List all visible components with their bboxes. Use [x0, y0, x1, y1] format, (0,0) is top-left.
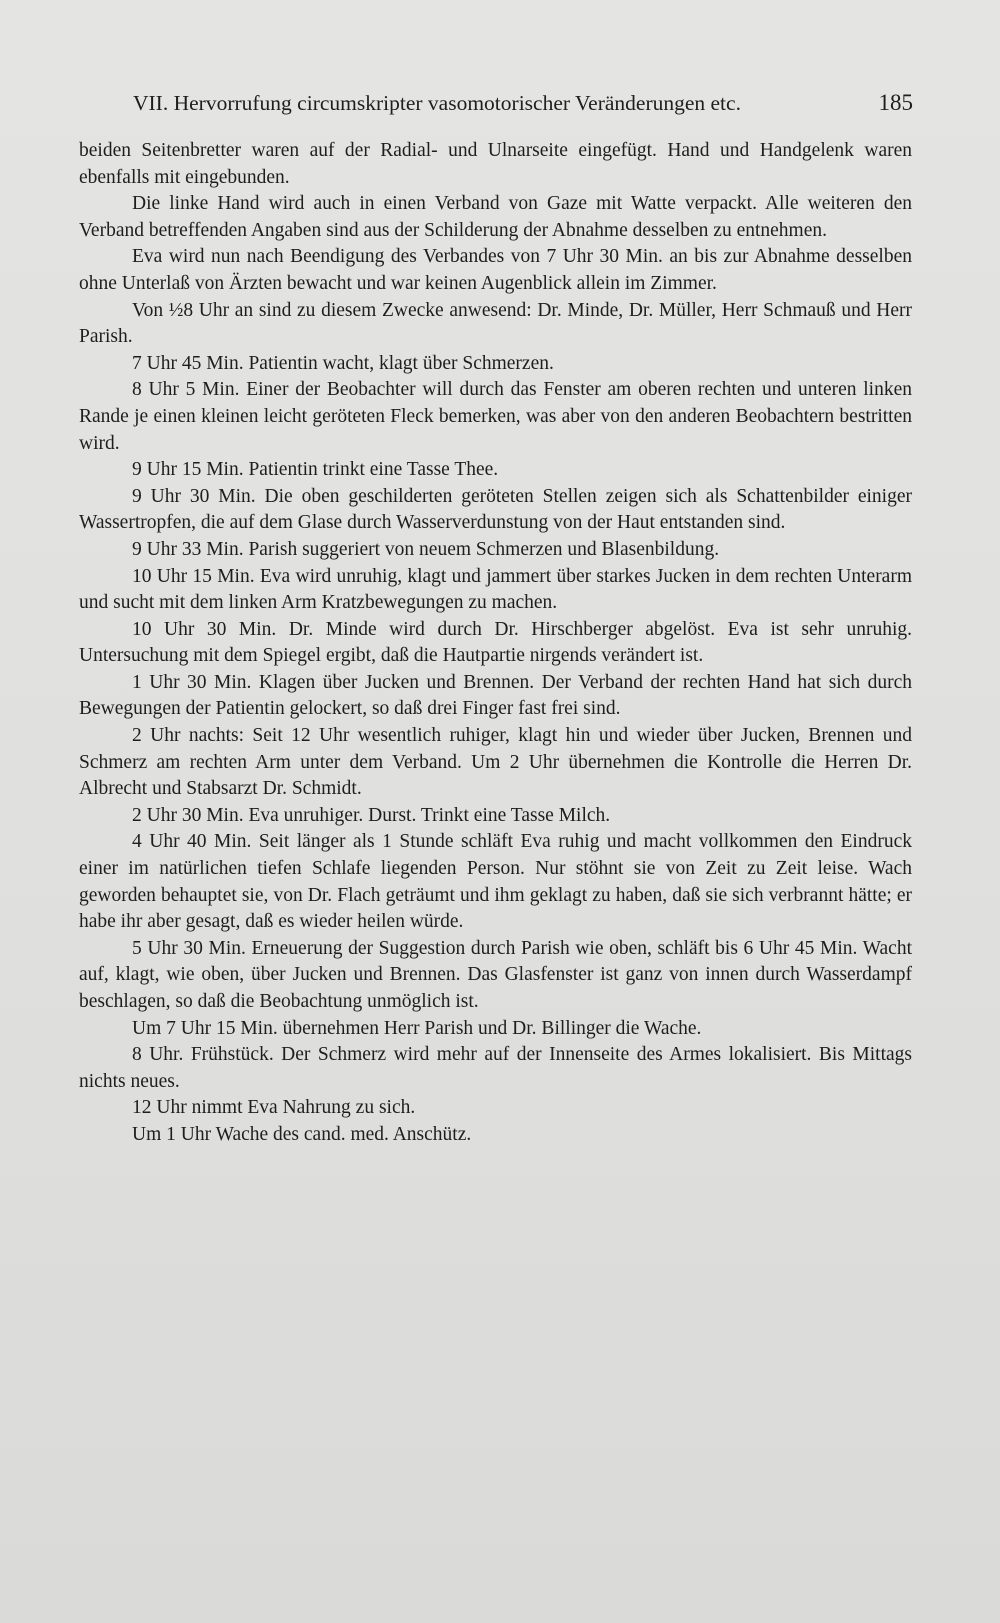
page-number: 185	[878, 90, 913, 115]
paragraph: 12 Uhr nimmt Eva Nahrung zu sich.	[132, 1097, 416, 1119]
body-text	[79, 138, 912, 1149]
paragraph: 10 Uhr 15 Min. Eva wird unruhig, klagt und jammert über starkes Jucken in dem rechten Unterarm und sucht mit dem linken Arm Kratzbewegungen zu machen.	[79, 565, 912, 614]
paragraph: beiden Seitenbretter waren auf der Radial- und Ulnarseite eingefügt. Hand und Handgelenk waren ebenfalls mit eingebunden.	[79, 140, 912, 188]
running-title: VII. Hervorrufung circumskripter vasomotorischer Veränderungen etc.	[133, 91, 741, 115]
paragraph: 2 Uhr 30 Min. Eva unruhiger. Durst. Trinkt eine Tasse Milch.	[132, 804, 611, 826]
paragraph: 2 Uhr nachts: Seit 12 Uhr wesentlich ruhiger, klagt hin und wieder über Jucken, Brennen und Schmerz am rechten Arm unter dem Verband. Um 2 Uhr übernehmen die Kontrolle die Herren Dr. Albrecht und Stabsarzt Dr. Schmidt.	[79, 725, 912, 800]
paragraph: Eva wird nun nach Beendigung des Verbandes von 7 Uhr 30 Min. an bis zur Abnahme desselben ohne Unterlaß von Ärzten bewacht und war keinen Augenblick allein im Zimmer.	[79, 246, 912, 294]
paragraph: 5 Uhr 30 Min. Erneuerung der Suggestion durch Parish wie oben, schläft bis 6 Uhr 45 Min. Wacht auf, klagt, wie oben, über Jucken und Brennen. Das Glasfenster ist ganz von innen durch Wasserdampf beschlagen, so daß die Beobachtung unmöglich ist.	[79, 937, 912, 1012]
paragraph: Von ½8 Uhr an sind zu diesem Zwecke anwesend: Dr. Minde, Dr. Müller, Herr Schmauß und Herr Parish.	[79, 299, 912, 348]
paragraph: Um 7 Uhr 15 Min. übernehmen Herr Parish und Dr. Billinger die Wache.	[132, 1017, 702, 1039]
paragraph: 9 Uhr 30 Min. Die oben geschilderten geröteten Stellen zeigen sich als Schattenbilder einiger Wassertropfen, die auf dem Glase durch Wasserverdunstung von der Haut entstanden sind.	[79, 485, 912, 534]
paragraph: 9 Uhr 15 Min. Patientin trinkt eine Tasse Thee.	[132, 459, 499, 481]
paragraph: 8 Uhr 5 Min. Einer der Beobachter will durch das Fenster am oberen rechten und unteren linken Rande je einen kleinen leicht geröteten Fleck bemerken, was aber von den anderen Beobachtern bestritten wird.	[79, 379, 912, 454]
page-header	[133, 86, 913, 120]
paragraph: Die linke Hand wird auch in einen Verband von Gaze mit Watte verpackt. Alle weiteren den Verband betreffenden Angaben sind aus der Schilderung der Abnahme desselben zu entnehmen.	[79, 193, 912, 241]
paragraph: 4 Uhr 40 Min. Seit länger als 1 Stunde schläft Eva ruhig und macht vollkommen den Eindruck einer im natürlichen tiefen Schlafe liegenden Person. Nur stöhnt sie von Zeit zu Zeit leise. Wach geworden behauptet sie, von Dr. Flach geträumt und ihm geklagt zu haben, daß sie sich verbrannt hätte; er habe ihr aber gesagt, daß es wieder heilen würde.	[79, 831, 912, 933]
paragraph: 8 Uhr. Frühstück. Der Schmerz wird mehr auf der Innenseite des Armes lokalisiert. Bis Mittags nichts neues.	[79, 1044, 912, 1092]
paragraph: 7 Uhr 45 Min. Patientin wacht, klagt über Schmerzen.	[132, 352, 554, 374]
paragraph: 9 Uhr 33 Min. Parish suggeriert von neuem Schmerzen und Blasenbildung.	[132, 538, 720, 560]
paragraph: 10 Uhr 30 Min. Dr. Minde wird durch Dr. Hirschberger abgelöst. Eva ist sehr unruhig. Untersuchung mit dem Spiegel ergibt, daß die Hautpartie nirgends verändert ist.	[79, 618, 912, 667]
paragraph: Um 1 Uhr Wache des cand. med. Anschütz.	[132, 1123, 472, 1145]
paragraph: 1 Uhr 30 Min. Klagen über Jucken und Brennen. Der Verband der rechten Hand hat sich durch Bewegungen der Patientin gelockert, so daß drei Finger fast frei sind.	[79, 671, 912, 720]
